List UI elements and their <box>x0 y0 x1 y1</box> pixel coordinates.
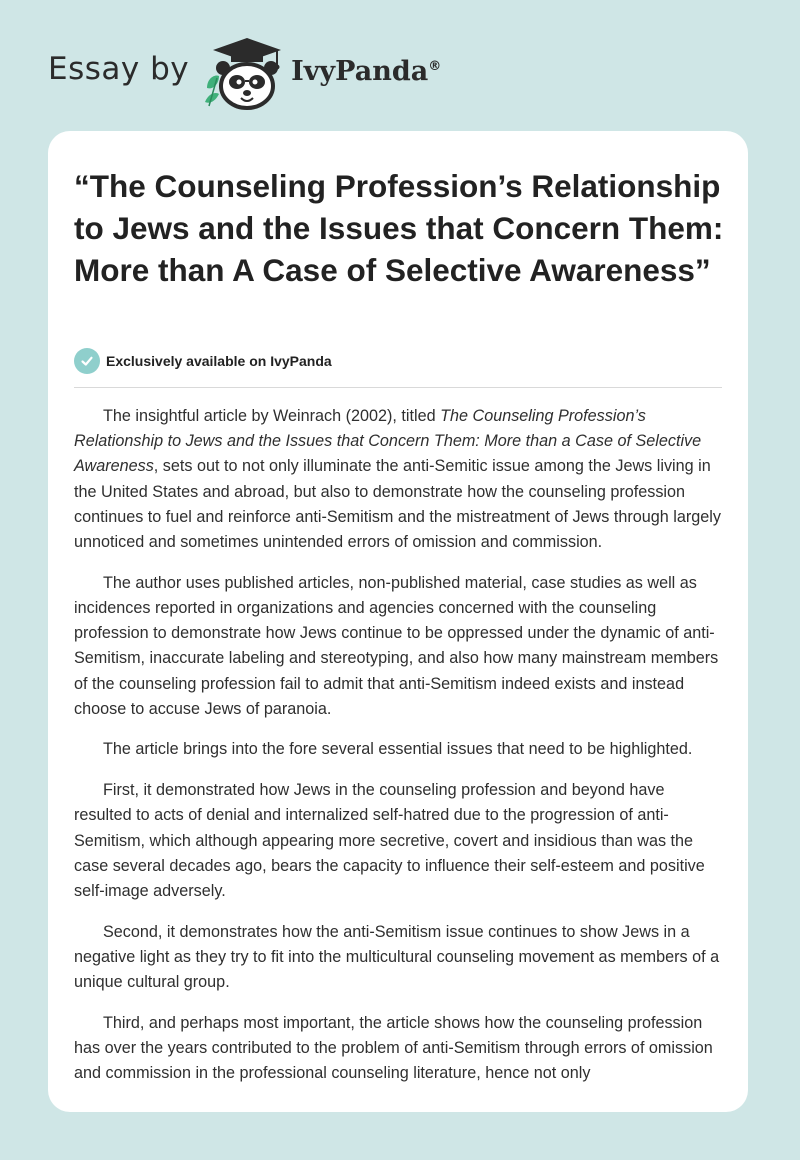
check-circle-icon <box>74 348 100 374</box>
paragraph-3: The article brings into the fore several essential issues that need to be highlighted. <box>103 740 693 759</box>
paragraph-2: The author uses published articles, non-published material, case studies as well as incidences reported in organizations and agencies concerned with the counseling profession to demonstrate how Jews continue to be oppressed under the dynamic of anti-Semitism, inaccurate labeling and stereotyping, and also how many mainstream members of the counseling profession fail to admit that anti-Semitism indeed exists and instead choose to accuse Jews of paranoia. <box>74 573 719 718</box>
brand-prefix: Essay by <box>48 51 190 87</box>
paragraph-5: Second, it demonstrates how the anti-Semitism issue continues to show Jews in a negative light as they try to fit into the multicultural counseling movement as members of a unique cultural group. <box>74 922 720 992</box>
paragraph-4: First, it demonstrated how Jews in the counseling profession and beyond have resulted to acts of denial and internalized self-hatred due to the progression of anti-Semitism, which although appearing more secretive, covert and insidious than was the case several decades ago, bears the capacity to influence their self-esteem and positive self-image adversely. <box>74 781 705 900</box>
exclusive-notice <box>74 347 332 375</box>
article-title-italic: The Counseling Profession’s Relationship to Jews and the Issues that Concern Them: More than a Case of Selective Awareness <box>74 407 702 476</box>
paragraph-1 <box>74 404 724 555</box>
divider <box>74 387 722 388</box>
paragraph-1-rest: , sets out to not only illuminate the anti-Semitic issue among the Jews living in the United States and abroad, but also to demonstrate how the counseling profession continues to fuel and reinforce anti-Semitism and the mistreatment of Jews through largely unnoticed and sometimes unintended errors of omission and commission. <box>74 457 721 552</box>
paragraph-6: Third, and perhaps most important, the article shows how the counseling profession has over the years contributed to the problem of anti-Semitism through errors of omission and commission in the professional counseling literature, hence not only <box>74 1013 713 1083</box>
brand-name: IvyPanda® <box>291 55 442 87</box>
registered-mark: ® <box>428 58 442 74</box>
panda-graduate-icon <box>201 32 289 112</box>
brand-header[interactable] <box>48 32 441 112</box>
essay-body <box>74 404 724 1086</box>
exclusive-label: Exclusively available on IvyPanda <box>106 353 332 369</box>
essay-card <box>48 131 748 1112</box>
paragraph-1-lead: The insightful article by Weinrach (2002), titled <box>103 407 441 425</box>
essay-title: “The Counseling Profession’s Relationship to Jews and the Issues that Concern Them: More than A Case of Selective Awareness” <box>74 168 724 288</box>
